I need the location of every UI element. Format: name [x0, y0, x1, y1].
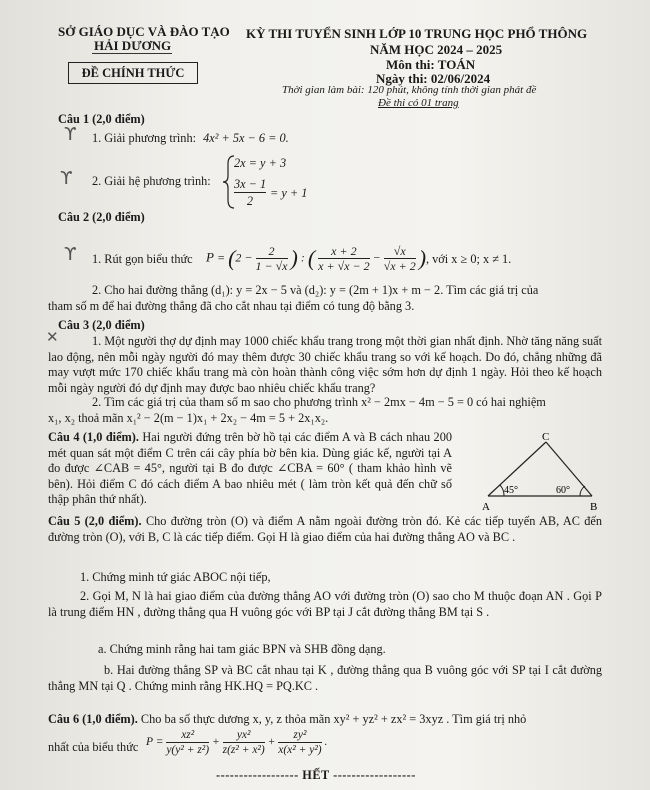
q1-part1-label: 1. Giải phương trình: — [92, 131, 197, 145]
q4-title: Câu 4 (1,0 điểm). — [48, 430, 139, 444]
q5-paragraph — [48, 514, 602, 545]
q6-text: Cho ba số thực dương x, y, z thỏa mãn xy² + yz² + zx² = 3xyz . Tìm giá trị nhỏ — [140, 712, 527, 726]
q5-part2a: a. Chứng minh rằng hai tam giác BPN và SHB đồng dạng. — [98, 642, 386, 656]
pages-note: Đề thi có 01 trang — [378, 97, 459, 109]
q5-title: Câu 5 (2,0 điểm). — [48, 514, 142, 528]
q6-expression: P = $\frac{\text{xz²}}{\text{y(y² + z²)}}$ + $\frac{\text{yx²}}{\text{z(z² + x²)}}$ + $\frac{\text{zy²}}{\text{x(x² + y²)}}$ . — [146, 729, 328, 756]
header-underline — [92, 53, 172, 54]
province-name: HẢI DƯƠNG — [94, 38, 172, 53]
system-fraction-num: 3x − 1 — [234, 177, 267, 191]
point-b-label: B — [590, 501, 598, 512]
q2-condition: , với x ≥ 0; x ≠ 1. — [426, 252, 512, 266]
q2-expression: P = (2 − $\frac{2}{1 - √x}$ ) : ( $\frac{x + 2}{x + √x - 2}$ − $\frac{√x}{√x + 2}$ ) — [206, 244, 427, 273]
q2-part1-label: 1. Rút gọn biểu thức — [92, 252, 193, 266]
exam-title: KỲ THI TUYỂN SINH LỚP 10 TRUNG HỌC PHỔ THÔNG — [246, 26, 588, 41]
q3-title: Câu 3 (2,0 điểm) — [58, 318, 145, 332]
system-fraction-den: 2 — [246, 194, 254, 208]
angle-b-label: 60° — [556, 485, 570, 496]
school-year: NĂM HỌC 2024 – 2025 — [370, 42, 503, 57]
fraction-bar — [234, 192, 266, 193]
q1-part2-label: 2. Giải hệ phương trình: — [92, 174, 211, 188]
subject: Môn thi: TOÁN — [386, 57, 476, 72]
time-note: Thời gian làm bài: 120 phút, không tính thời gian phát đề — [282, 84, 537, 96]
q2-part2-line1: 2. Cho hai đường thẳng (d₁): y = 2x − 5 và (d₂): y = (2m + 1)x + m − 2. Tìm các giá trị của — [92, 283, 539, 297]
tick-mark-icon: ✕ — [46, 328, 59, 346]
q2-title: Câu 2 (2,0 điểm) — [58, 210, 145, 224]
tick-mark-icon: ϒ — [60, 168, 73, 189]
official-exam-box: ĐỀ CHÍNH THỨC — [68, 62, 198, 84]
q5-part2: 2. Gọi M, N là hai giao điểm của đường thẳng AO với đường tròn (O) sao cho M thuộc đoạn AN . Gọi P là trung điểm HN , đường thẳng qua H vuông góc với BP tại J cắt đường thẳng BM tại S . — [48, 589, 602, 619]
q2-part2-line2: tham số m để hai đường thẳng đã cho cắt nhau tại điểm có tung độ bằng 3. — [48, 299, 415, 313]
angle-a-label: 45° — [504, 485, 518, 496]
q1-part1 — [92, 131, 289, 146]
q3-part2-line2: x₁, x₂ thoả mãn x₁² − 2(m − 1)x₁ + 2x₂ − 4m = 5 + 2x₁x₂. — [48, 411, 329, 425]
point-c-label: C — [542, 431, 550, 443]
q3-part1: 1. Một người thợ dự định may 1000 chiếc khẩu trang trong một thời gian nhất định. Nhờ tăng năng suất lao động, nên mỗi ngày người đó may thêm được 30 chiếc khẩu trang so với kế hoạch. Do đó, chẳng những đã may vượt mức 170 chiếc khẩu trang mà còn hoàn thành công việc sớm hơn dự định 1 ngày. Hỏi theo kế hoạch mỗi ngày người đó dự định may được bao nhiêu chiếc khẩu trang? — [48, 334, 602, 395]
end-marker: ------------------ HẾT ------------------ — [216, 768, 416, 782]
q6-line1 — [48, 712, 526, 727]
q4-text: Hai người đứng trên bờ hồ tại các điểm A và B cách nhau 200 mét quan sát một điểm C trên cái cây phía bờ bên kia. Dùng giác kế, người tại A đo được ∠CAB = 45°, người tại B đo được ∠CBA = 60° ( tham khảo hình vẽ bên). Hỏi điểm C đó cách điểm A bao nhiêu mét ( làm tròn kết quả đến chữ số thập phân thứ nhất). — [48, 430, 452, 506]
q3-part2-line1: 2. Tìm các giá trị của tham số m sao cho phương trình x² − 2mx − 4m − 5 = 0 có hai nghiệm — [92, 395, 546, 409]
exam-date: Ngày thi: 02/06/2024 — [376, 71, 491, 86]
system-eq1: 2x = y + 3 — [234, 156, 287, 170]
tick-mark-icon: ϒ — [64, 244, 77, 265]
department-name: SỞ GIÁO DỤC VÀ ĐÀO TẠO — [58, 24, 230, 39]
q1-title: Câu 1 (2,0 điểm) — [58, 112, 145, 126]
q1-equation: 4x² + 5x − 6 = 0. — [203, 131, 289, 145]
triangle-figure — [474, 430, 604, 512]
q5-intro: Cho đường tròn (O) và điểm A nằm ngoài đường tròn đó. Kẻ các tiếp tuyến AB, AC đến đường tròn (O), với B, C là các tiếp điểm. Gọi H là giao điểm của hai đường thẳng AO và BC . — [48, 514, 603, 544]
system-eq2-rhs: = y + 1 — [270, 186, 308, 200]
q6-line2-label: nhất của biểu thức — [48, 740, 139, 754]
q5-part1: 1. Chứng minh tứ giác ABOC nội tiếp, — [80, 570, 271, 584]
point-a-label: A — [482, 501, 490, 512]
q6-title: Câu 6 (1,0 điểm). — [48, 712, 138, 726]
tick-mark-icon: ϒ — [64, 124, 77, 145]
q5-part2b: b. Hai đường thẳng SP và BC cắt nhau tại K , đường thẳng qua B vuông góc với SP tại I cắt đường thẳng MN tại Q . Chứng minh rằng HK.HQ = PQ.KC . — [48, 663, 602, 693]
q4-paragraph — [48, 430, 452, 508]
